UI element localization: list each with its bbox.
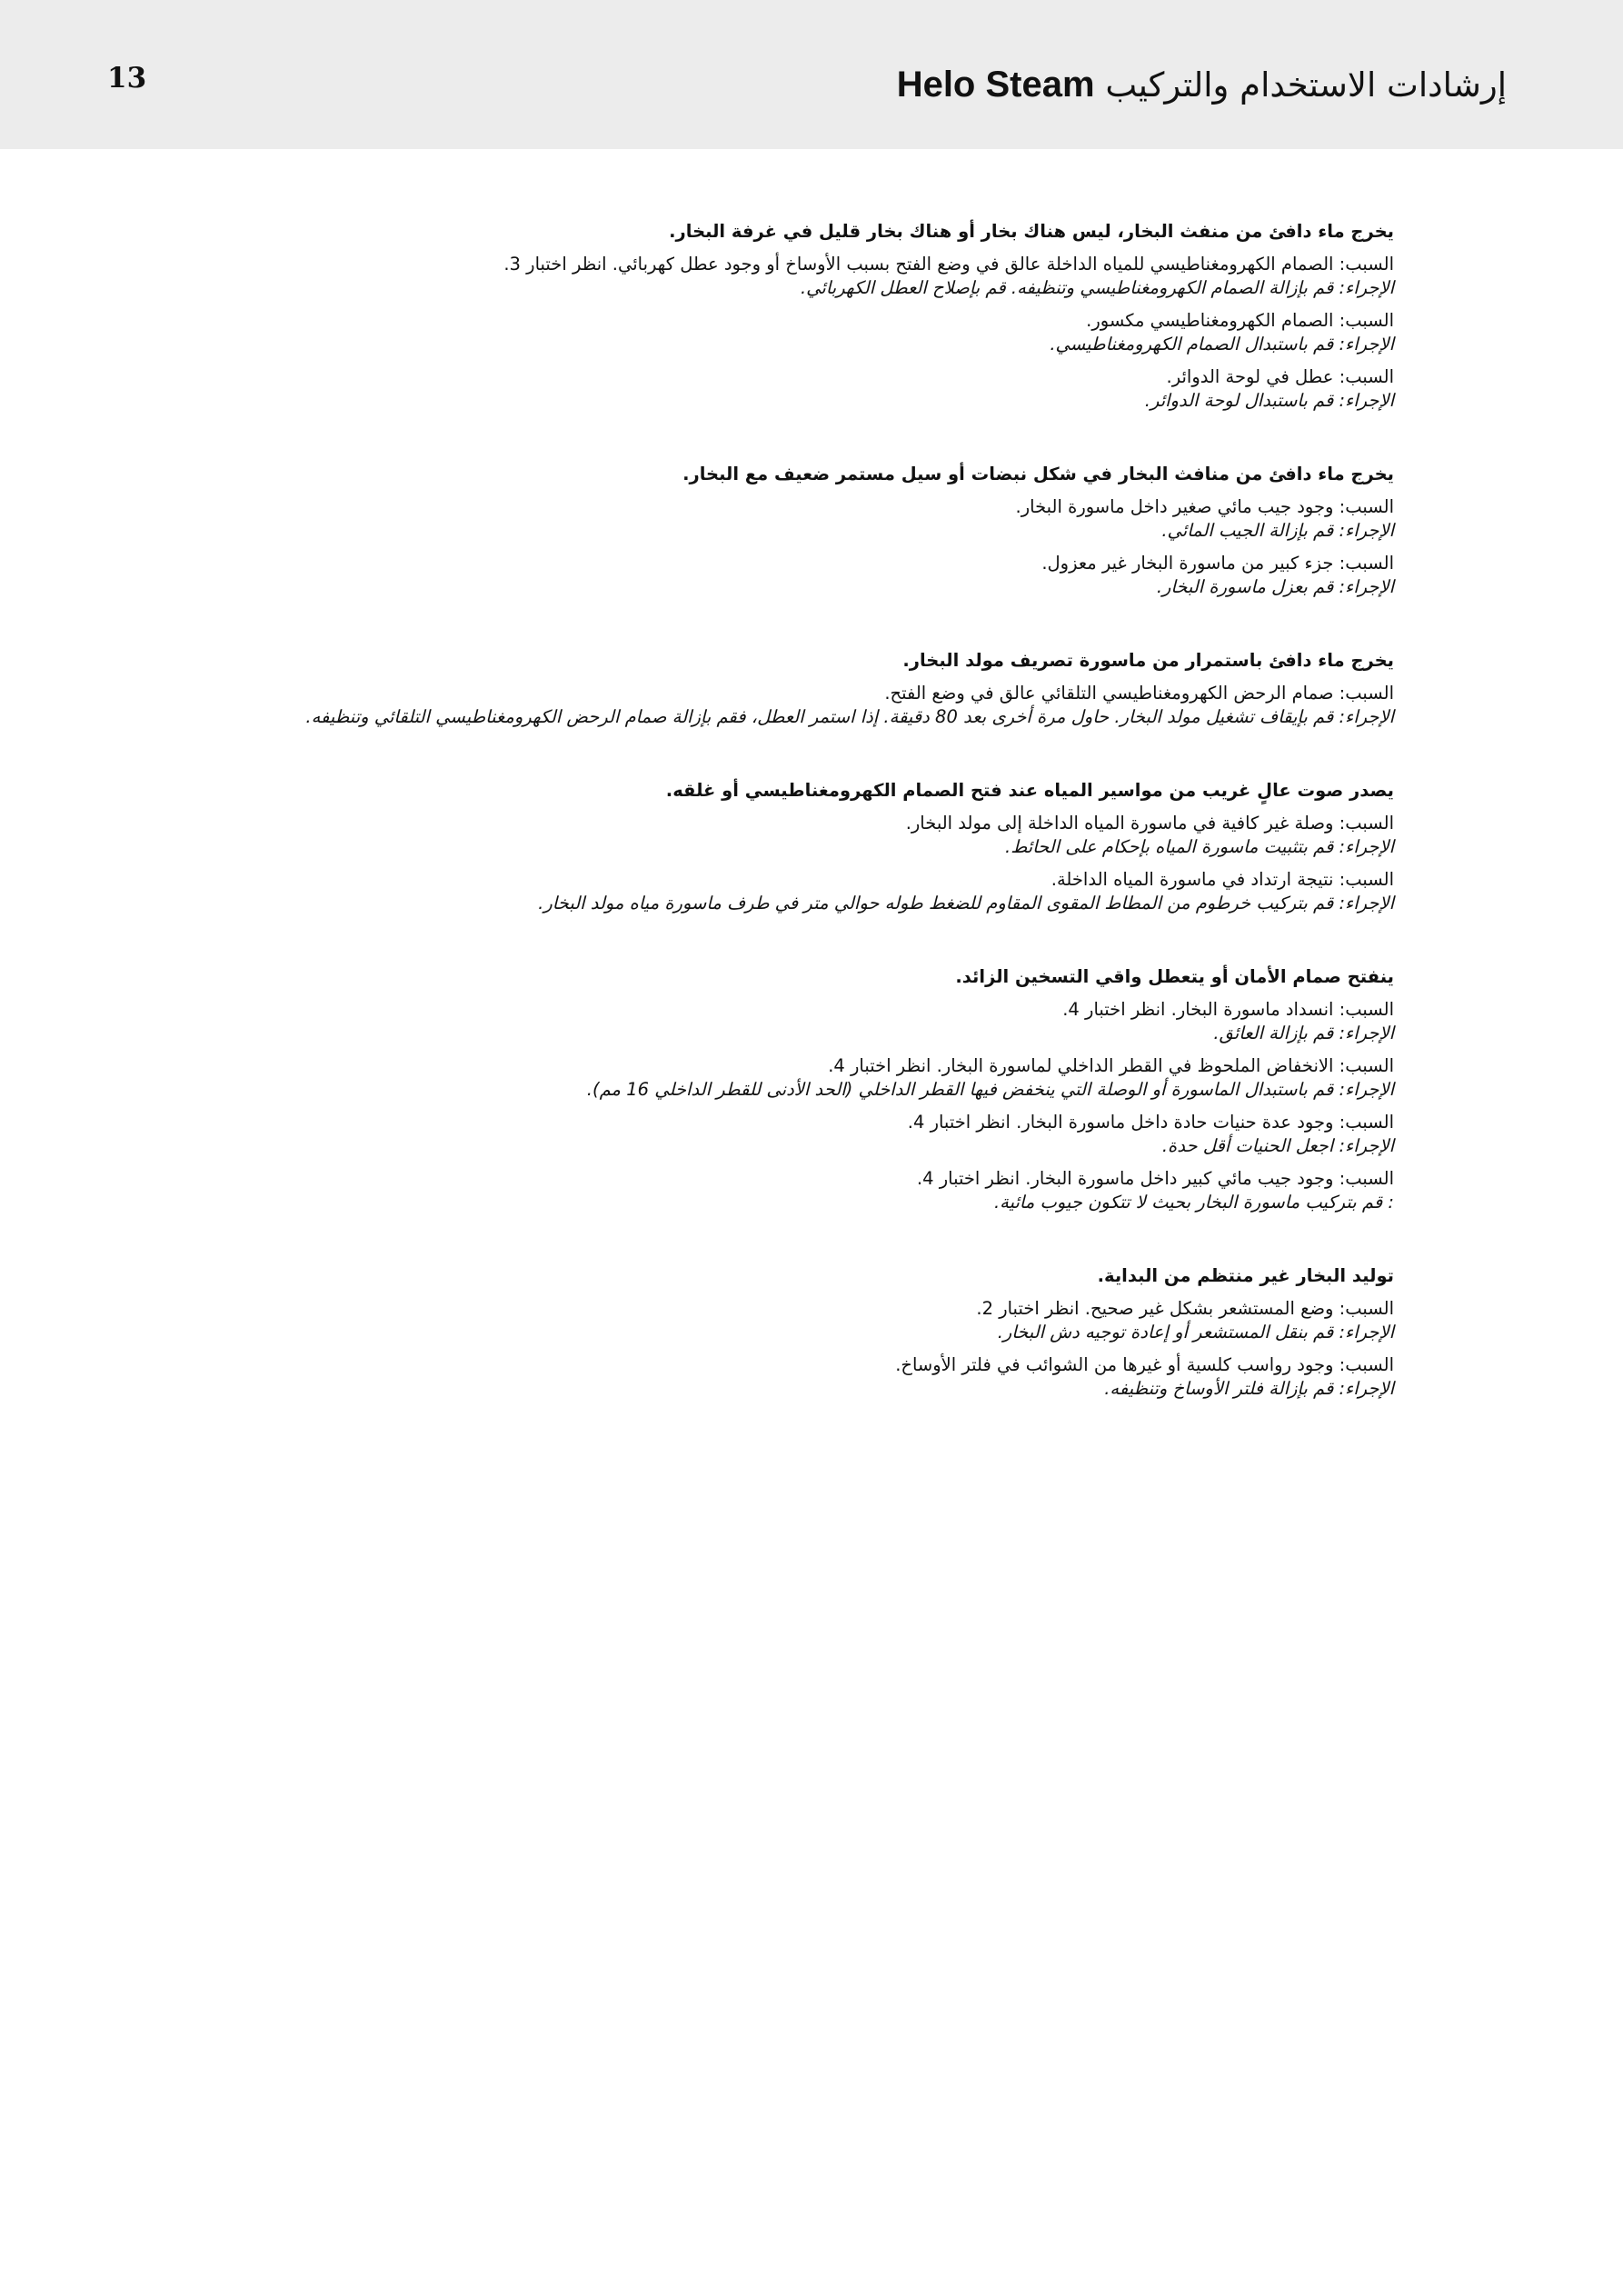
- cause-action-entry: [185, 495, 1394, 542]
- cause-action-entry: [185, 365, 1394, 412]
- cause-text: السبب: الصمام الكهرومغناطيسي للمياه الداخلة عالق في وضع الفتح بسبب الأوساخ أو وجود عطل كهربائي. انظر اختبار 3.: [503, 254, 1394, 275]
- page-number: 13: [107, 62, 147, 95]
- cause-action-entry: [185, 682, 1394, 728]
- cause-action-entry: [185, 998, 1394, 1044]
- cause-action-entry: [185, 253, 1394, 299]
- cause-text: السبب: الصمام الكهرومغناطيسي مكسور.: [1086, 310, 1394, 331]
- action-text: الإجراء: قم بتثبيت ماسورة المياه بإحكام على الحائط.: [1005, 836, 1394, 857]
- cause-text: السبب: جزء كبير من ماسورة البخار غير معزول.: [1041, 553, 1394, 574]
- action-text: الإجراء: قم بإزالة العائق.: [1213, 1023, 1394, 1043]
- action-text: الإجراء: قم بإزالة الصمام الكهرومغناطيسي وتنظيفه. قم بإصلاح العطل الكهربائي.: [800, 277, 1394, 298]
- page-header: [0, 0, 1623, 149]
- cause-text: السبب: وجود عدة حنيات حادة داخل ماسورة البخار. انظر اختبار 4.: [907, 1112, 1394, 1133]
- cause-text: السبب: وصلة غير كافية في ماسورة المياه الداخلة إلى مولد البخار.: [905, 813, 1394, 834]
- cause-text: السبب: وجود رواسب كلسية أو غيرها من الشوائب في فلتر الأوساخ.: [895, 1354, 1394, 1375]
- section-title: توليد البخار غير منتظم من البداية.: [1097, 1265, 1394, 1286]
- action-text: الإجراء: قم بإزالة فلتر الأوساخ وتنظيفه.: [1104, 1378, 1394, 1399]
- cause-action-entry: [185, 552, 1394, 598]
- section-title: يخرج ماء دافئ باستمرار من ماسورة تصريف مولد البخار.: [902, 650, 1394, 671]
- cause-text: السبب: وجود جيب مائي صغير داخل ماسورة البخار.: [1015, 496, 1394, 517]
- cause-text: السبب: وجود جيب مائي كبير داخل ماسورة البخار. انظر اختبار 4.: [916, 1168, 1394, 1189]
- action-text: الإجراء: قم باستبدال الماسورة أو الوصلة التي ينخفض فيها القطر الداخلي (الحد الأدنى للقطر الداخلي 16 مم).: [586, 1079, 1394, 1100]
- action-text: الإجراء: قم بإزالة الجيب المائي.: [1161, 520, 1394, 541]
- action-text: الإجراء: قم باستبدال لوحة الدوائر.: [1144, 390, 1394, 411]
- troubleshooting-section: [185, 218, 1394, 412]
- document-title-text: إرشادات الاستخدام والتركيب: [1105, 65, 1507, 105]
- troubleshooting-section: [185, 1263, 1394, 1400]
- cause-action-entry: [185, 1111, 1394, 1157]
- troubleshooting-section: [185, 963, 1394, 1213]
- action-text: : قم بتركيب ماسورة البخار بحيث لا تتكون جيوب مائية.: [993, 1192, 1394, 1213]
- action-text: الإجراء: قم بنقل المستشعر أو إعادة توجيه دش البخار.: [997, 1322, 1394, 1343]
- action-text: الإجراء: قم باستبدال الصمام الكهرومغناطيسي.: [1050, 334, 1394, 354]
- cause-text: السبب: صمام الرحض الكهرومغناطيسي التلقائي عالق في وضع الفتح.: [884, 683, 1394, 704]
- cause-action-entry: [185, 812, 1394, 858]
- cause-text: السبب: الانخفاض الملحوظ في القطر الداخلي لماسورة البخار. انظر اختبار 4.: [828, 1055, 1394, 1076]
- troubleshooting-section: [185, 461, 1394, 598]
- section-title: يخرج ماء دافئ من منفث البخار، ليس هناك بخار أو هناك بخار قليل في غرفة البخار.: [669, 221, 1394, 242]
- action-text: الإجراء: قم بإيقاف تشغيل مولد البخار. حاول مرة أخرى بعد 80 دقيقة. إذا استمر العطل، فقم بإزالة صمام الرحض الكهرومغناطيسي التلقائي وتنظيفه.: [305, 706, 1394, 727]
- section-title: ينفتح صمام الأمان أو يتعطل واقي التسخين الزائد.: [955, 966, 1394, 987]
- cause-action-entry: [185, 868, 1394, 914]
- cause-text: السبب: نتيجة ارتداد في ماسورة المياه الداخلة.: [1050, 869, 1394, 890]
- cause-action-entry: [185, 1353, 1394, 1400]
- cause-text: السبب: انسداد ماسورة البخار. انظر اختبار 4.: [1062, 999, 1394, 1020]
- action-text: الإجراء: قم بتركيب خرطوم من المطاط المقوى المقاوم للضغط طوله حوالي متر في طرف ماسورة مياه مولد البخار.: [538, 893, 1394, 913]
- troubleshooting-content: [185, 218, 1394, 1449]
- troubleshooting-section: [185, 647, 1394, 728]
- troubleshooting-section: [185, 777, 1394, 914]
- cause-action-entry: [185, 1297, 1394, 1343]
- cause-action-entry: [185, 1054, 1394, 1101]
- cause-action-entry: [185, 309, 1394, 355]
- action-text: الإجراء: قم بعزل ماسورة البخار.: [1156, 576, 1394, 597]
- action-text: الإجراء: اجعل الحنيات أقل حدة.: [1161, 1135, 1394, 1156]
- cause-text: السبب: عطل في لوحة الدوائر.: [1166, 366, 1394, 387]
- document-title-brand: Helo Steam: [896, 65, 1095, 105]
- cause-action-entry: [185, 1167, 1394, 1213]
- document-title: [897, 64, 1507, 106]
- section-title: يصدر صوت عالٍ غريب من مواسير المياه عند فتح الصمام الكهرومغناطيسي أو غلقه.: [665, 780, 1394, 801]
- section-title: يخرج ماء دافئ من منافث البخار في شكل نبضات أو سيل مستمر ضعيف مع البخار.: [682, 464, 1394, 484]
- cause-text: السبب: وضع المستشعر بشكل غير صحيح. انظر اختبار 2.: [976, 1298, 1394, 1319]
